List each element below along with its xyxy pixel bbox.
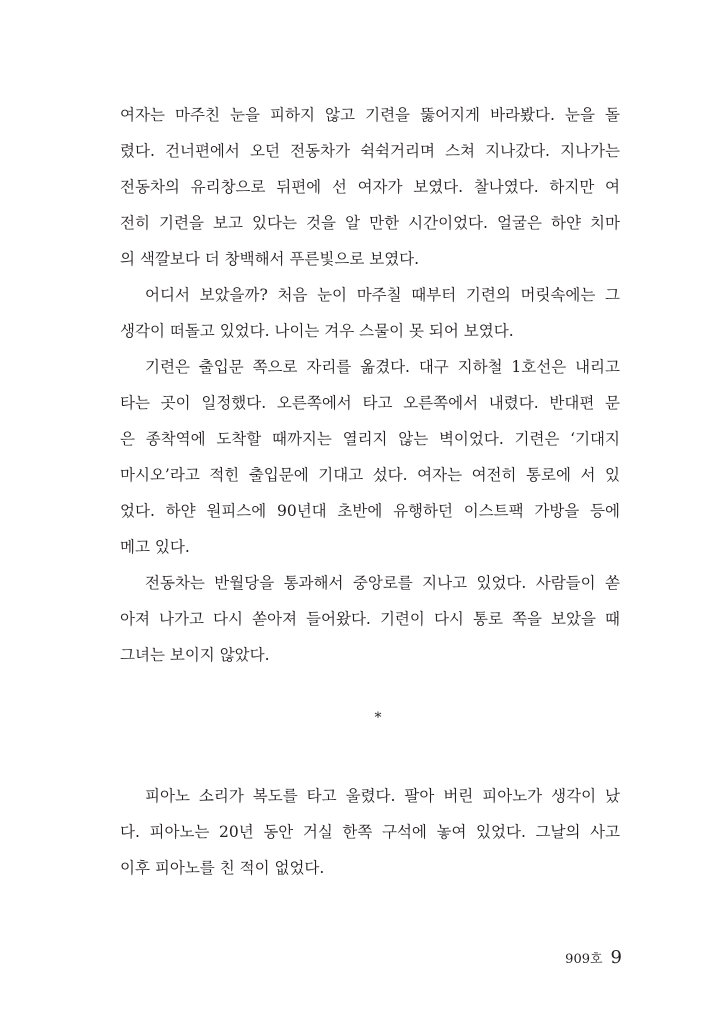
text-line: 기련은 출입문 쪽으로 자리를 옮겼다. 대구 지하철 1호선은 내리고 xyxy=(145,358,620,376)
text-line: 전동차의 유리창으로 뒤편에 선 여자가 보였다. 찰나였다. 하지만 여 xyxy=(120,178,620,196)
text-line: 피아노 소리가 복도를 타고 울렸다. 팔아 버린 피아노가 생각이 났 xyxy=(145,787,620,805)
text-line: 아져 나가고 다시 쏟아져 들어왔다. 기련이 다시 통로 쪽을 보았을 때 xyxy=(120,610,620,628)
paragraph xyxy=(120,97,620,277)
text-line: 전동차는 반월당을 통과해서 중앙로를 지나고 있었다. 사람들이 쏟 xyxy=(145,574,620,592)
text-line: 었다. 하얀 원피스에 90년대 초반에 유행하던 이스트팩 가방을 등에 xyxy=(120,502,620,520)
page-number: 9 xyxy=(610,947,622,968)
paragraph xyxy=(120,349,620,565)
text-line: 렸다. 건너편에서 오던 전동차가 쉭쉭거리며 스쳐 지나갔다. 지나가는 xyxy=(120,142,620,160)
paragraph xyxy=(120,277,620,349)
text-line: 마시오’라고 적힌 출입문에 기대고 섰다. 여자는 여전히 통로에 서 있 xyxy=(120,466,620,484)
text-line: 그녀는 보이지 않았다. xyxy=(120,646,270,664)
text-line: 의 색깔보다 더 창백해서 푸른빛으로 보였다. xyxy=(120,250,420,268)
text-line: 전히 기련을 보고 있다는 것을 알 만한 시간이었다. 얼굴은 하얀 치마 xyxy=(120,214,620,232)
body-text-section-1 xyxy=(120,97,620,673)
text-line: 어디서 보았을까? 처음 눈이 마주칠 때부터 기련의 머릿속에는 그 xyxy=(145,286,620,304)
paragraph xyxy=(120,565,620,673)
text-line: 타는 곳이 일정했다. 오른쪽에서 타고 오른쪽에서 내렸다. 반대편 문 xyxy=(120,394,620,412)
section-break-asterisk: * xyxy=(374,710,382,726)
paragraph xyxy=(120,778,620,886)
text-line: 이후 피아노를 친 적이 없었다. xyxy=(120,859,325,877)
text-line: 메고 있다. xyxy=(120,538,190,556)
text-line: 생각이 떠돌고 있었다. 나이는 겨우 스물이 못 되어 보였다. xyxy=(120,322,514,340)
body-text-section-2 xyxy=(120,778,620,886)
text-line: 여자는 마주친 눈을 피하지 않고 기련을 뚫어지게 바라봤다. 눈을 돌 xyxy=(120,106,620,124)
text-line: 다. 피아노는 20년 동안 거실 한쪽 구석에 놓여 있었다. 그날의 사고 xyxy=(120,823,620,841)
page-footer xyxy=(565,944,622,972)
running-head-title: 909호 xyxy=(565,952,603,967)
text-line: 은 종착역에 도착할 때까지는 열리지 않는 벽이었다. 기련은 ‘기대지 xyxy=(120,430,620,448)
